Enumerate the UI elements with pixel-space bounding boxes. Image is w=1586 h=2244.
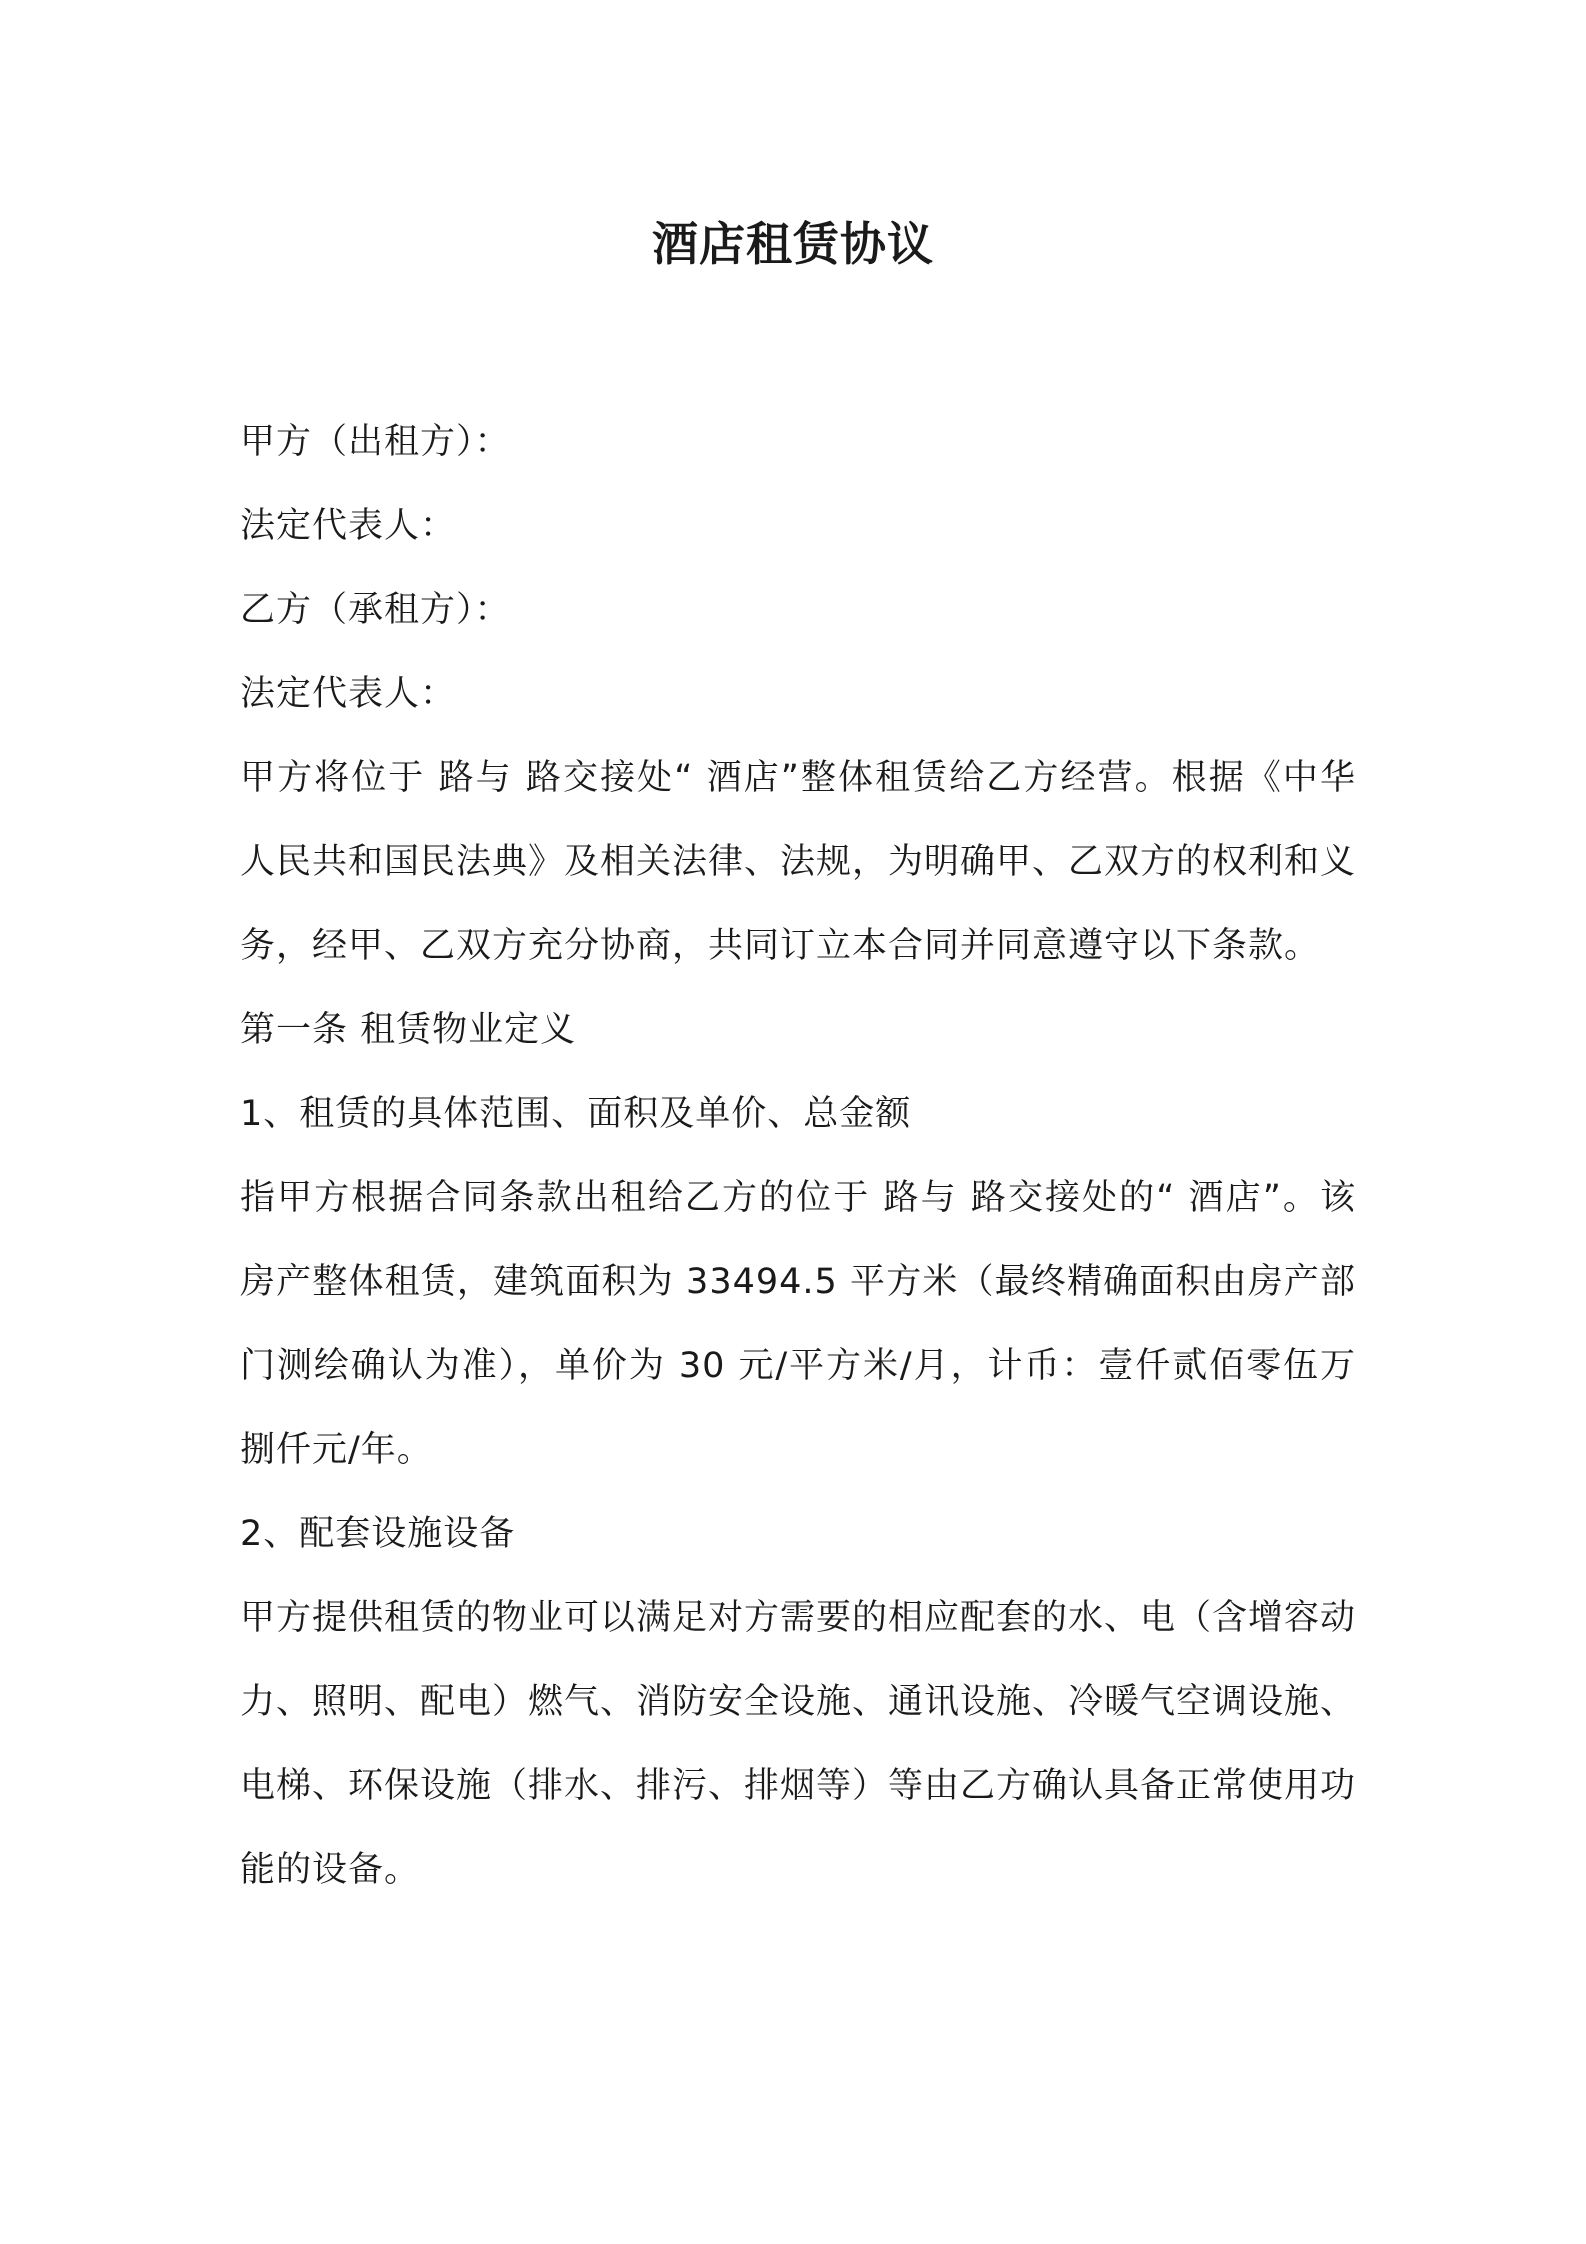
party-a-representative-line: 法定代表人： xyxy=(240,506,457,546)
party-b-representative-line: 法定代表人： xyxy=(240,674,457,714)
item-2-heading: 2、配套设施设备 xyxy=(240,1514,516,1554)
item-1-heading: 1、租赁的具体范围、面积及单价、总金额 xyxy=(240,1094,912,1134)
intro-paragraph: 甲方将位于 路与 路交接处“ 酒店”整体租赁给乙方经营。根据《中华人民共和国民法典》及相关法律、法规，为明确甲、乙双方的权利和义务，经甲、乙双方充分协商，共同订立本合同并同意遵守以下条款。 xyxy=(240,758,1357,966)
item-1-paragraph: 指甲方根据合同条款出租给乙方的位于 路与 路交接处的“ 酒店”。该房产整体租赁，建筑面积为 33494.5 平方米（最终精确面积由房产部门测绘确认为准），单价为 30 元/平方米/月，计币：壹仟贰佰零伍万捌仟元/年。 xyxy=(240,1178,1356,1470)
item-2-paragraph: 甲方提供租赁的物业可以满足对方需要的相应配套的水、电（含增容动力、照明、配电）燃气、消防安全设施、通讯设施、冷暖气空调设施、电梯、环保设施（排水、排污、排烟等）等由乙方确认具备正常使用功能的设备。 xyxy=(240,1598,1357,1890)
document-title: 酒店租赁协议 xyxy=(652,217,934,271)
document-body xyxy=(240,400,1356,1912)
party-b-line: 乙方（承租方）： xyxy=(240,590,511,630)
article-1-heading: 第一条 租赁物业定义 xyxy=(240,1010,577,1050)
party-a-line: 甲方（出租方）： xyxy=(240,422,511,462)
